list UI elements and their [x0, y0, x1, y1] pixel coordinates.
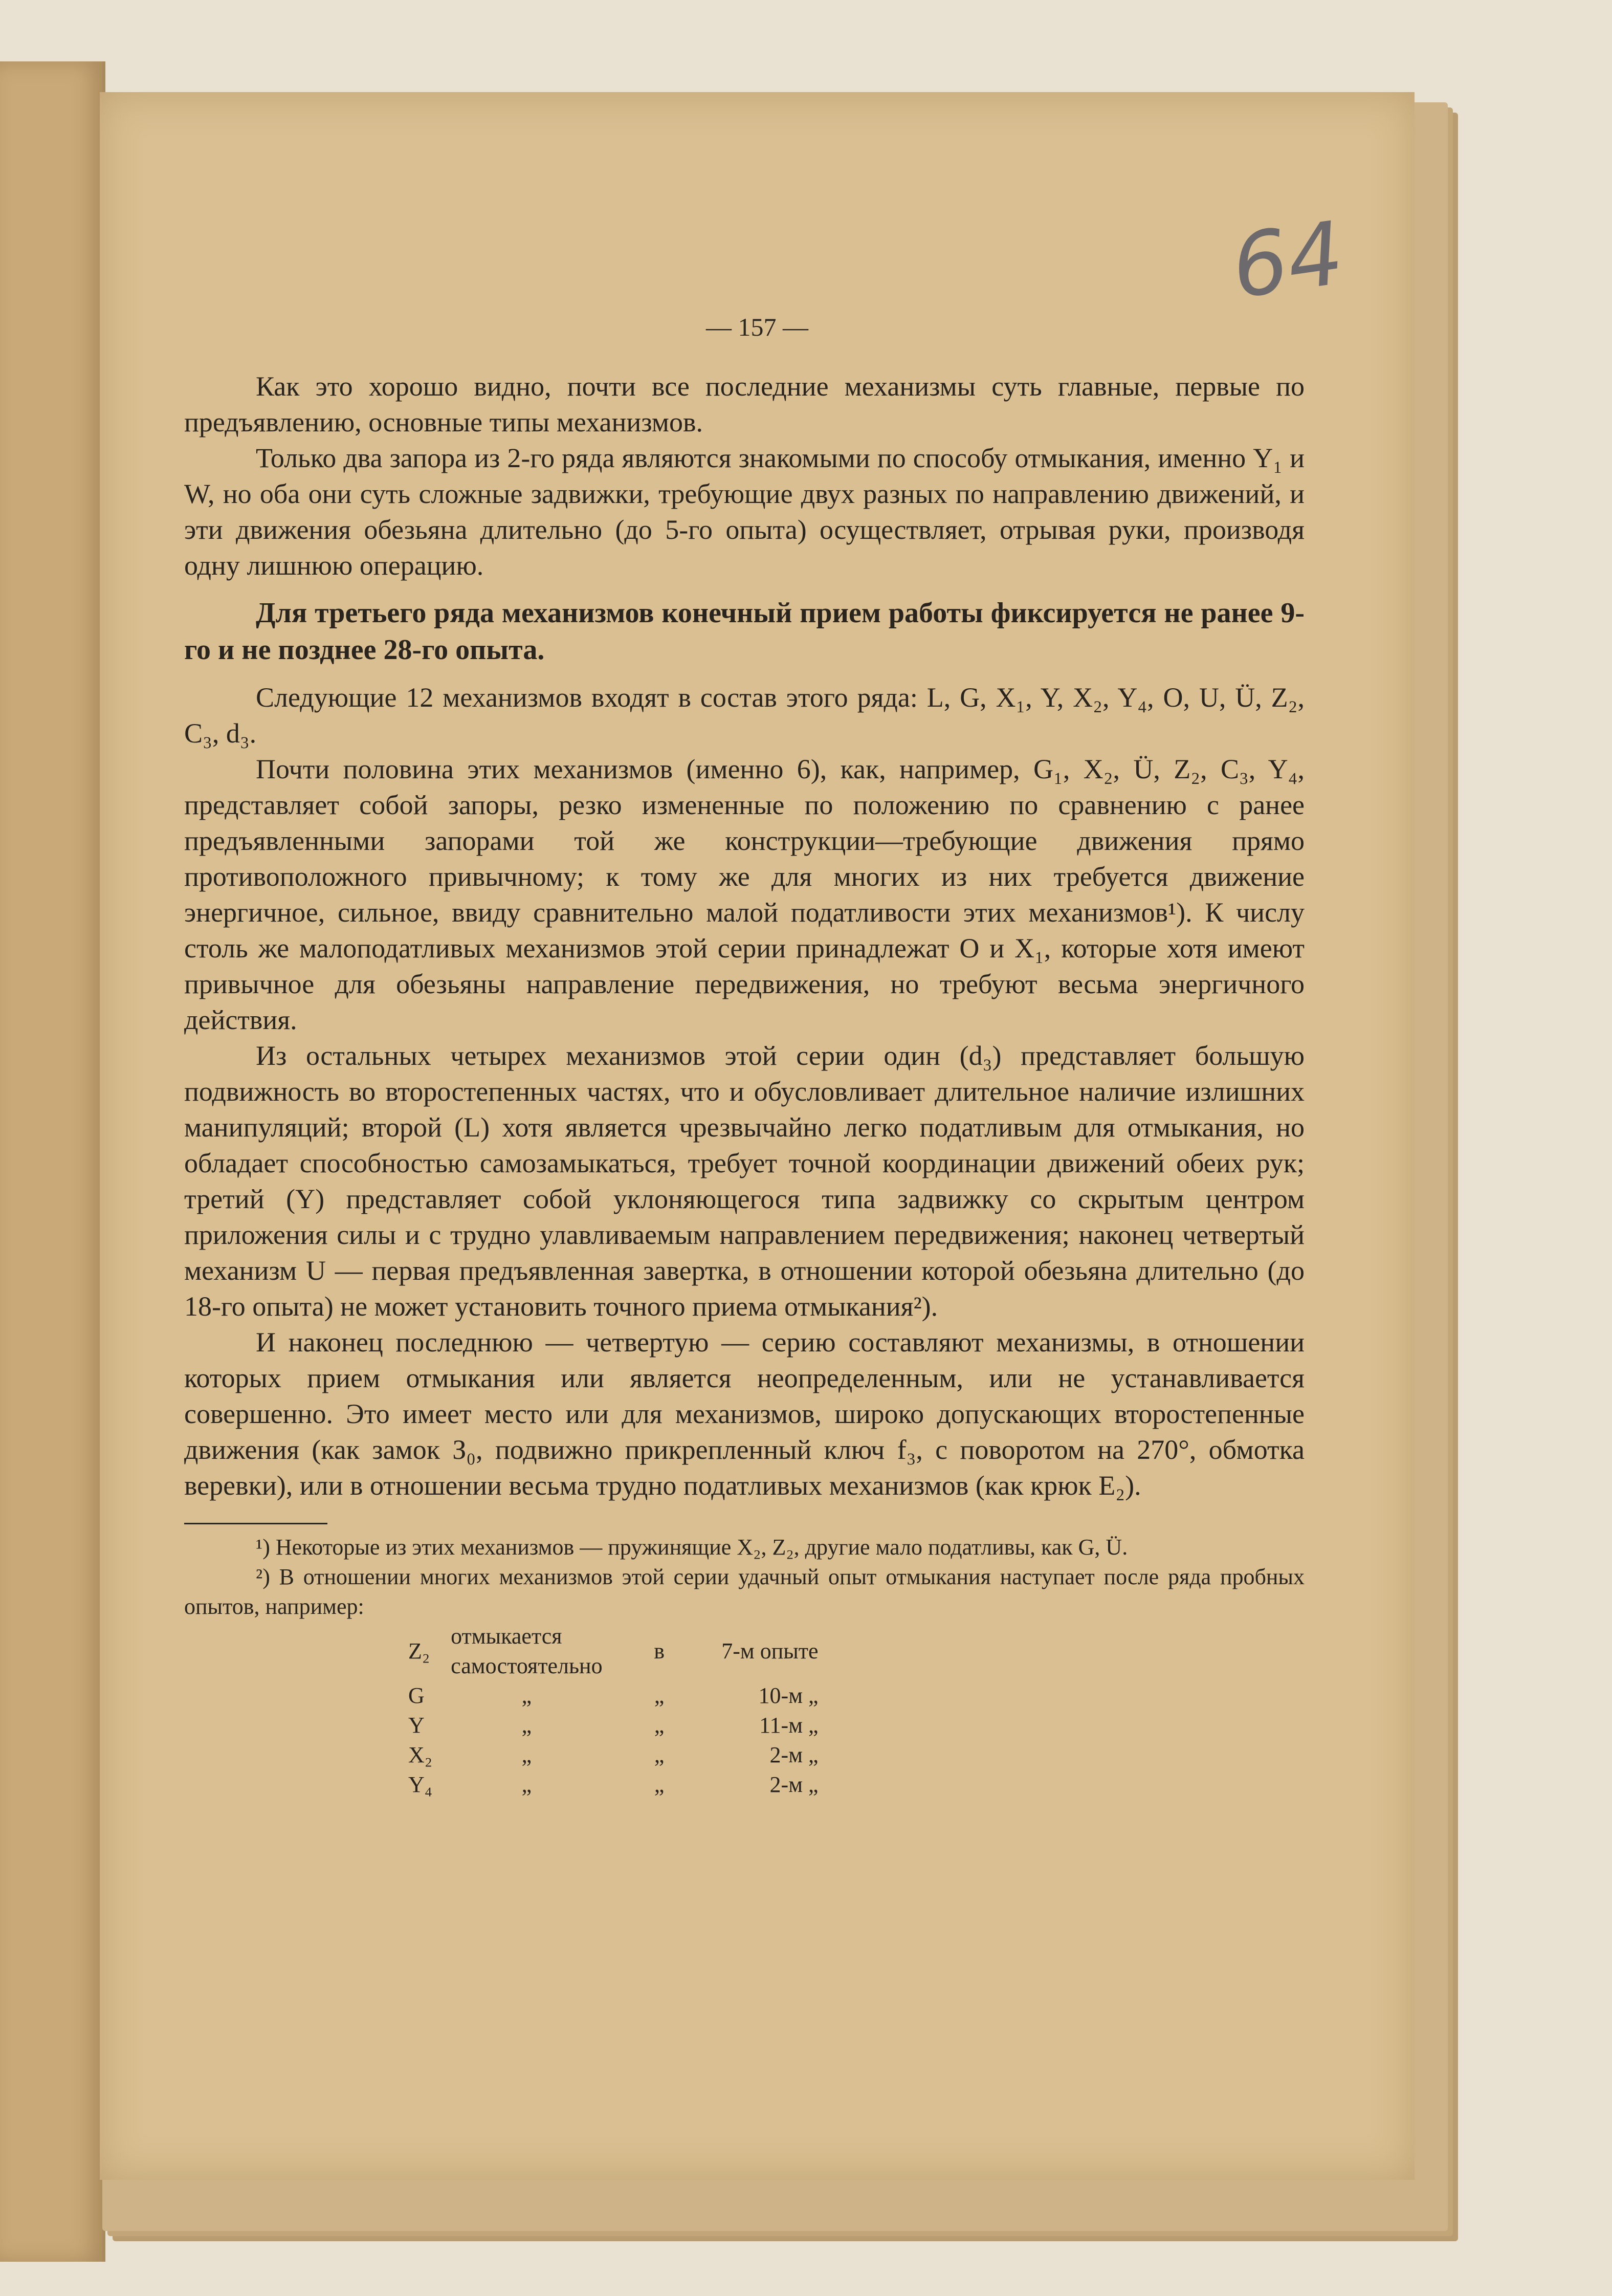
table-cell-item: X₂ — [408, 1742, 433, 1767]
footnote-divider — [184, 1523, 327, 1524]
table-row — [399, 1681, 828, 1711]
table-row — [399, 1770, 828, 1800]
paragraph-7: И наконец последнюю — четвертую — серию составляют механизмы, в отношении которых прием отмыкания или является неопределенным, или не устанавливается совершенно. Это имеет место или для механизмов, широко допускающих второстепенные движения (как замок З₀, подвижно прикрепленный ключ f₃, с поворотом на 270°, обмотка веревки), или в отношении весьма трудно податливых механизмов (как крюк E₂). — [184, 1327, 1305, 1501]
table-cell-trial: 2-м „ — [769, 1742, 819, 1767]
footnote-table — [399, 1622, 828, 1800]
table-cell-item: G — [408, 1683, 425, 1708]
table-cell-prep: в — [654, 1638, 665, 1664]
table-cell-item: Y — [408, 1713, 425, 1738]
handwritten-page-number: 64 — [1225, 202, 1350, 319]
left-page-edge — [0, 61, 105, 2262]
table-cell-trial: 10-м „ — [758, 1683, 819, 1708]
paragraph-4: Следующие 12 механизмов входят в состав этого ряда: L, G, X₁, Y, X₂, Y₄, O, U, Ü, Z₂, C₃, d₃. — [184, 682, 1305, 749]
table-row — [399, 1622, 828, 1681]
table-cell-verb: „ — [521, 1683, 532, 1708]
table-cell-verb: „ — [521, 1713, 532, 1738]
table-cell-prep: „ — [654, 1772, 665, 1797]
page-number: — 157 — — [706, 313, 808, 341]
footnote-2: ²) В отношении многих механизмов этой серии удачный опыт отмыкания наступает после ряда пробных опытов, например: — [184, 1564, 1305, 1619]
paragraph-1: Как это хорошо видно, почти все последние механизмы суть главные, первые по предъявлению, основные типы механизмов. — [184, 371, 1305, 438]
table-cell-verb: „ — [521, 1742, 532, 1767]
paragraph-2: Только два запора из 2-го ряда являются знакомыми по способу отмыкания, именно Y₁ и W, но оба они суть сложные задвижки, требующие двух разных по направлению движений, и эти движения обезьяна длительно (до 5-го опыта) осуществляет, отрывая руки, производя одну лишнюю операцию. — [184, 443, 1305, 581]
table-row — [399, 1711, 828, 1740]
paragraph-3-bold: Для третьего ряда механизмов конечный прием работы фиксируется не ранее 9-го и не позднее 28-го опыта. — [184, 597, 1305, 666]
table-cell-trial: 7-м опыте — [721, 1638, 819, 1664]
table-row — [399, 1740, 828, 1770]
table-cell-item: Z₂ — [408, 1638, 430, 1664]
table-cell-trial: 11-м „ — [759, 1713, 819, 1738]
document-page — [100, 92, 1415, 2180]
paragraph-5: Почти половина этих механизмов (именно 6), как, например, G₁, X₂, Ü, Z₂, C₃, Y₄, представляет собой запоры, резко измененные по положению по сравнению с ранее предъявленными запорами той же конструкции—требующие движения прямо противоположного привычному; к тому же для многих из них требуется движение энергичное, сильное, ввиду сравнительно малой податливости этих механизмов¹). К числу столь же малоподатливых механизмов этой серии принадлежат O и X₁, которые хотя имеют привычное для обезьяны направление передвижения, но требуют весьма энергичного действия. — [184, 754, 1305, 1035]
table-cell-verb: „ — [521, 1772, 532, 1797]
paragraph-6: Из остальных четырех механизмов этой серии один (d₃) представляет большую подвижность во второстепенных частях, что и обусловливает длительное наличие излишних манипуляций; второй (L) хотя является чрезвычайно легко податливым для отмыкания, но обладает способностью самозамыкаться, требует точной координации движений обеих рук; третий (Y) представляет собой уклоняющегося типа задвижку со скрытым центром приложения силы и с трудно улавливаемым направлением передвижения; наконец четвертый механизм U — первая предъявленная завертка, в отношении которой обезьяна длительно (до 18-го опыта) не может установить точного приема отмыкания²). — [184, 1040, 1305, 1322]
table-cell-prep: „ — [654, 1713, 665, 1738]
body-text — [184, 368, 1305, 1800]
table-cell-trial: 2-м „ — [769, 1772, 819, 1797]
table-cell-verb: отмыкается самостоятельно — [451, 1624, 603, 1678]
table-cell-prep: „ — [654, 1683, 665, 1708]
footnote-1: ¹) Некоторые из этих механизмов — пружинящие X₂, Z₂, другие мало податливы, как G, Ü. — [256, 1535, 1128, 1560]
table-cell-prep: „ — [654, 1742, 665, 1767]
table-cell-item: Y₄ — [408, 1772, 433, 1797]
